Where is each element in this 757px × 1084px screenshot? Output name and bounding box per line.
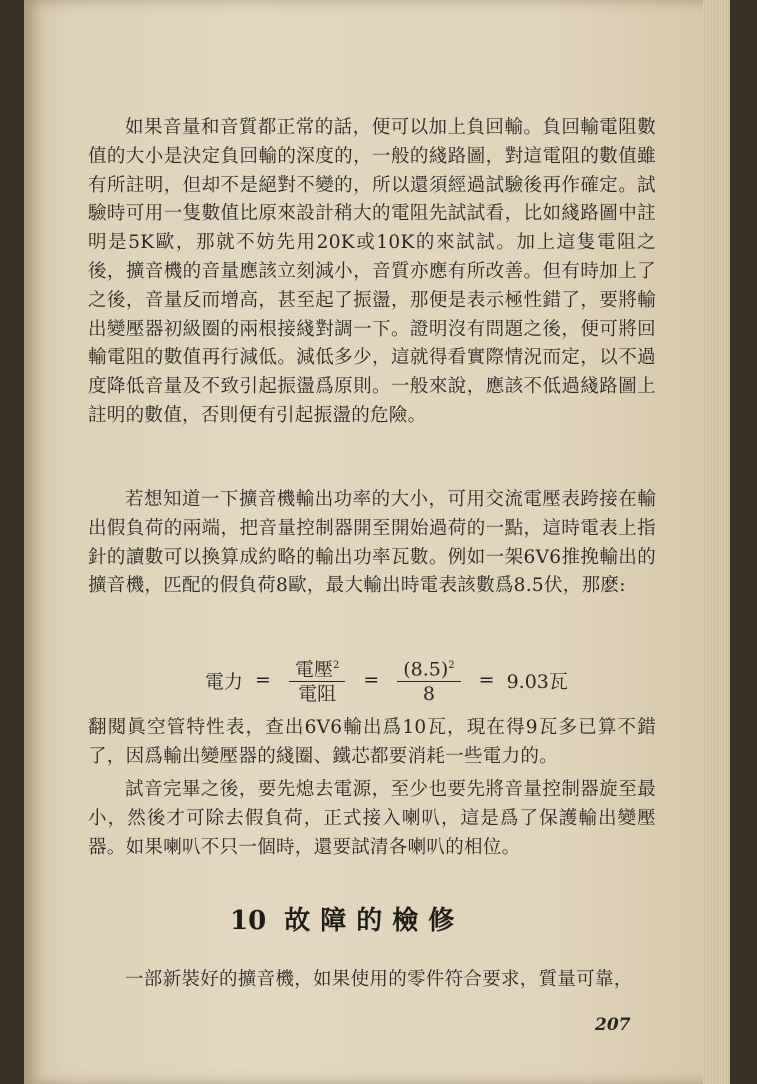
paragraph-negative-feedback: [88, 114, 656, 431]
fraction-numerator: $(8.5)^2$: [397, 655, 460, 682]
formula-equals: =: [363, 669, 380, 691]
paragraph-after-test: [88, 776, 656, 862]
formula-equals: =: [478, 669, 495, 691]
formula-lhs: 電力: [205, 670, 244, 693]
formula-equals: =: [255, 669, 271, 691]
paragraph-text: 一部新裝好的擴音機，如果使用的零件符合要求，質量可靠，: [125, 969, 633, 990]
paragraph-tube-table: [88, 714, 656, 772]
fraction-numerator: 電壓$^2$: [289, 655, 345, 682]
formula-fraction-2: [397, 655, 460, 705]
paragraph-text: 若想知道一下擴音機輸出功率的大小，可用交流電壓表跨接在輸出假負荷的兩端，把音量控制器開至開始過荷的一點，這時電表上指針的讀數可以換算成約略的輸出功率瓦數。例如一架6V6推挽輸出的擴音機，匹配的假負荷8歐，最大輸出時電表該數爲8.5伏，那麽:: [88, 489, 656, 597]
paragraph-troubleshooting-intro: [88, 966, 656, 995]
page-number: 207: [595, 1015, 631, 1035]
paragraph-text: 翻閱眞空管特性表，查出6V6輸出爲10瓦，現在得9瓦多已算不錯了，因爲輸出變壓器的綫圈、鐵芯都要消耗一些電力的。: [88, 717, 656, 767]
section-number: 10: [230, 906, 267, 936]
page-edge: [703, 0, 730, 1084]
paragraph-output-power: [88, 486, 656, 601]
paragraph-text: 如果音量和音質都正常的話，便可以加上負回輸。負回輸電阻數值的大小是決定負回輸的深度的，一般的綫路圖，對這電阻的數值雖有所註明，但却不是絕對不變的，所以還須經過試驗後再作確定。試驗時可用一隻數值比原來設計稍大的電阻先試試看，比如綫路圖中註明是5K歐，那就不妨先用20K或10K的來試試。加上這隻電阻之後，擴音機的音量應該立刻減小，音質亦應有所改善。但有時加上了之後，音量反而增高，甚至起了振盪，那便是表示極性錯了，要將輸出變壓器初級圈的兩根接綫對調一下。證明沒有問題之後，便可將回輸電阻的數值再行減低。減低多少，這就得看實際情況而定，以不過度降低音量及不致引起振盪爲原則。一般來說，應該不低過綫路圖上註明的數值，否則便有引起振盪的危險。: [88, 117, 656, 426]
section-heading: [230, 900, 464, 937]
fraction-denominator: 8: [422, 683, 435, 706]
formula-fraction-1: [289, 655, 345, 705]
fraction-denominator: 電阻: [298, 683, 337, 706]
paragraph-text: 試音完畢之後，要先熄去電源，至少也要先將音量控制器旋至最小，然後才可除去假負荷，正式接入喇叭，這是爲了保護輸出變壓器。如果喇叭不只一個時，還要試清各喇叭的相位。: [88, 779, 656, 858]
formula-result: 9.03瓦: [506, 670, 568, 693]
section-title: 故障的檢修: [284, 906, 465, 936]
power-formula: [205, 655, 568, 705]
